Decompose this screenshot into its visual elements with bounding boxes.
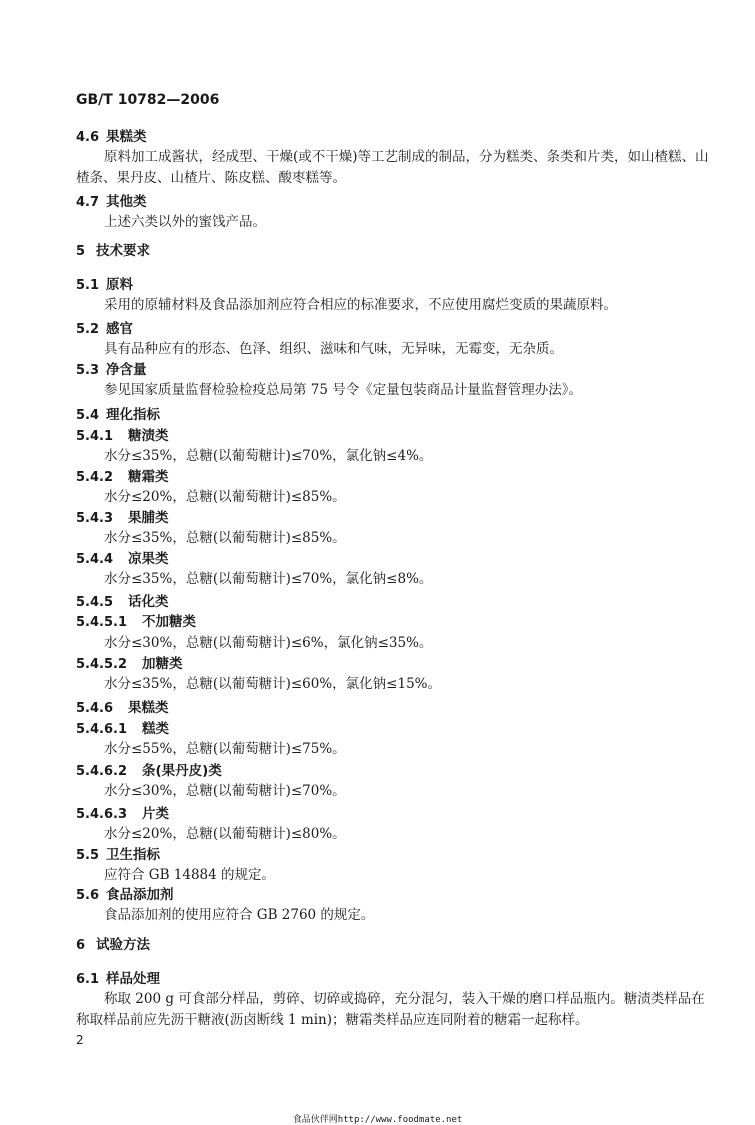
section-number: 5 <box>76 244 86 259</box>
section-title: 样品处理 <box>106 971 160 987</box>
paragraph-text: 食品添加剂的使用应符合 GB 2760 的规定。 <box>104 907 375 923</box>
section-heading <box>76 320 133 339</box>
section-heading <box>76 193 147 212</box>
paragraph-text: 水分≤20%，总糖(以葡萄糖计)≤85%。 <box>104 489 346 505</box>
paragraph-text: 水分≤35%，总糖(以葡萄糖计)≤70%，氯化钠≤4%。 <box>104 448 433 464</box>
paragraph-text: 应符合 GB 14884 的规定。 <box>104 867 276 883</box>
section-number: 5.3 <box>76 363 100 378</box>
paragraph-text: 水分≤20%，总糖(以葡萄糖计)≤80%。 <box>104 826 346 842</box>
section-title: 条(果丹皮)类 <box>142 763 222 779</box>
section-title: 果脯类 <box>128 510 169 526</box>
section-number: 5.4.5.1 <box>76 615 127 630</box>
chapter-heading <box>76 936 150 955</box>
section-heading <box>76 128 147 147</box>
section-heading <box>76 720 169 739</box>
section-heading <box>76 699 169 718</box>
section-title: 感官 <box>106 321 133 337</box>
paragraph-continuation: 称取样品前应先沥干糖液(沥卤断线 1 min)；糖霜类样品应连同附着的糖霜一起称样。 <box>76 1012 589 1028</box>
page-number: 2 <box>76 1033 84 1047</box>
section-number: 5.4.5 <box>76 595 114 610</box>
section-heading <box>76 886 174 905</box>
section-title: 果糕类 <box>128 700 169 716</box>
paragraph-text: 水分≤30%，总糖(以葡萄糖计)≤6%，氯化钠≤35%。 <box>104 635 433 651</box>
section-heading <box>76 276 133 295</box>
paragraph-text: 上述六类以外的蜜饯产品。 <box>104 214 266 230</box>
section-heading <box>76 509 169 528</box>
section-heading <box>76 468 169 487</box>
section-title: 技术要求 <box>96 243 150 259</box>
section-number: 5.4.2 <box>76 470 114 485</box>
section-title: 果糕类 <box>106 129 147 145</box>
paragraph-text: 称取 200 g 可食部分样品，剪碎、切碎或捣碎，充分混匀，装入干燥的磨口样品瓶内。糖渍类样品在 <box>104 991 705 1007</box>
section-heading <box>76 613 196 632</box>
paragraph-text: 水分≤55%，总糖(以葡萄糖计)≤75%。 <box>104 741 346 757</box>
section-number: 5.4.5.2 <box>76 657 127 672</box>
section-number: 5.4.6.1 <box>76 722 127 737</box>
section-number: 5.6 <box>76 888 100 903</box>
paragraph-text: 采用的原辅材料及食品添加剂应符合相应的标准要求，不应使用腐烂变质的果蔬原料。 <box>104 297 617 313</box>
section-number: 6.1 <box>76 972 100 987</box>
section-heading <box>76 655 183 674</box>
section-title: 试验方法 <box>96 937 150 953</box>
section-number: 6 <box>76 938 86 953</box>
paragraph-text: 参见国家质量监督检验检疫总局第 75 号令《定量包装商品计量监督管理办法》。 <box>104 382 583 398</box>
section-number: 5.2 <box>76 322 100 337</box>
section-number: 5.1 <box>76 278 100 293</box>
paragraph-text: 水分≤35%，总糖(以葡萄糖计)≤70%，氯化钠≤8%。 <box>104 571 433 587</box>
section-title: 凉果类 <box>128 551 169 567</box>
section-heading <box>76 361 147 380</box>
section-heading <box>76 593 169 612</box>
section-number: 5.5 <box>76 848 100 863</box>
section-title: 话化类 <box>128 594 169 610</box>
footer-watermark: 食品伙伴网http://www.foodmate.net <box>292 1115 463 1125</box>
section-number: 4.6 <box>76 130 100 145</box>
section-heading <box>76 427 169 446</box>
paragraph-text: 具有品种应有的形态、色泽、组织、滋味和气味，无异味，无霉变，无杂质。 <box>104 341 563 357</box>
paragraph-text: 水分≤35%，总糖(以葡萄糖计)≤60%，氯化钠≤15%。 <box>104 676 441 692</box>
section-heading <box>76 805 169 824</box>
section-title: 理化指标 <box>106 407 160 423</box>
section-heading <box>76 762 222 781</box>
section-number: 5.4.3 <box>76 511 114 526</box>
section-heading <box>76 406 160 425</box>
section-number: 5.4 <box>76 408 100 423</box>
section-title: 净含量 <box>106 362 147 378</box>
section-title: 原料 <box>106 277 133 293</box>
section-heading <box>76 550 169 569</box>
paragraph-text: 原料加工成酱状，经成型、干燥(或不干燥)等工艺制成的制品，分为糕类、条类和片类，如山楂糕、山 <box>104 149 709 165</box>
paragraph-continuation: 楂条、果丹皮、山楂片、陈皮糕、酸枣糕等。 <box>76 170 346 186</box>
section-title: 食品添加剂 <box>106 887 174 903</box>
section-number: 5.4.4 <box>76 552 114 567</box>
paragraph-text: 水分≤35%，总糖(以葡萄糖计)≤85%。 <box>104 530 346 546</box>
section-number: 5.4.6 <box>76 701 114 716</box>
section-title: 片类 <box>142 806 169 822</box>
section-number: 5.4.1 <box>76 429 114 444</box>
section-number: 4.7 <box>76 195 100 210</box>
section-heading <box>76 970 160 989</box>
section-title: 糕类 <box>142 721 169 737</box>
section-heading <box>76 846 160 865</box>
section-title: 卫生指标 <box>106 847 160 863</box>
section-title: 不加糖类 <box>142 614 196 630</box>
section-title: 糖霜类 <box>128 469 169 485</box>
standard-number: GB/T 10782—2006 <box>76 92 220 108</box>
section-number: 5.4.6.3 <box>76 807 127 822</box>
chapter-heading <box>76 242 150 261</box>
section-title: 加糖类 <box>142 656 183 672</box>
section-title: 糖渍类 <box>128 428 169 444</box>
paragraph-text: 水分≤30%，总糖(以葡萄糖计)≤70%。 <box>104 783 346 799</box>
section-title: 其他类 <box>106 194 147 210</box>
section-number: 5.4.6.2 <box>76 764 127 779</box>
